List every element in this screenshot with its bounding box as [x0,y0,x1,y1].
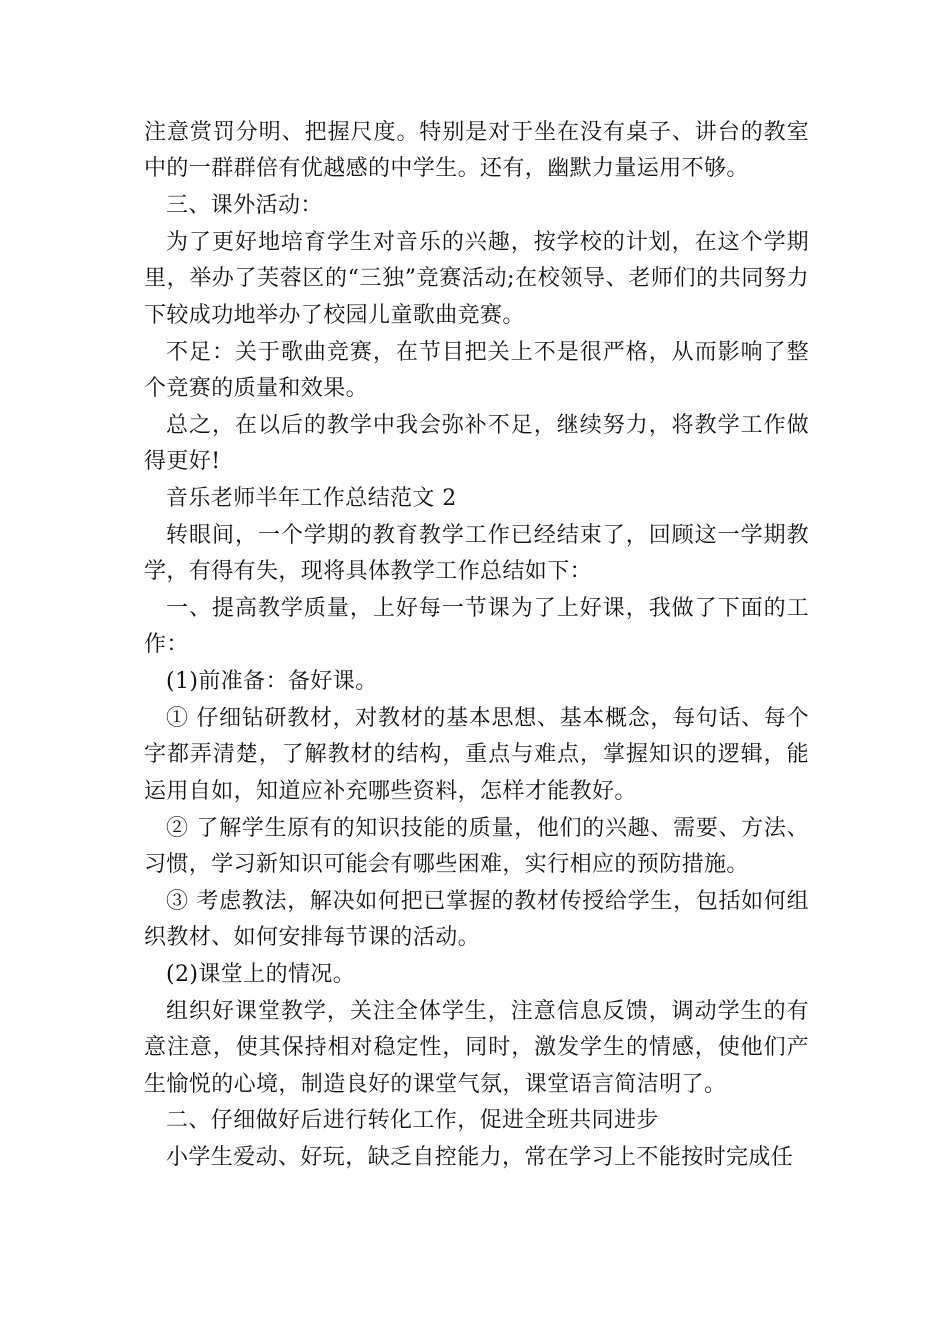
document-title-2: 音乐老师半年工作总结范文 2 [166,486,457,512]
section-heading-extracurricular: 三、课外活动： [166,193,323,219]
paragraph: 为了更好地培育学生对音乐的兴趣，按学校的计划，在这个学期里，举办了芙蓉区的“三独”竞赛活动;在校领导、老师们的共同努力下较成功地举办了校园儿童歌曲竞赛。 [144,230,809,328]
paragraph: 小学生爱动、好玩，缺乏自控能力，常在学习上不能按时完成任 [166,1145,794,1171]
subheading-classroom: (2)课堂上的情况。 [166,962,356,988]
paragraph: 注意赏罚分明、把握尺度。特别是对于坐在没有桌子、讲台的教室中的一群群倍有优越感的中学生。还有，幽默力量运用不够。 [144,120,809,182]
paragraph: 总之，在以后的教学中我会弥补不足，继续努力，将教学工作做得更好! [144,412,809,475]
list-item: ② 了解学生原有的知识技能的质量，他们的兴趣、需要、方法、习惯，学习新知识可能会有哪些困难，实行相应的预防措施。 [144,815,809,878]
subheading-preparation: (1)前准备：备好课。 [166,669,378,695]
list-item: ① 仔细钻研教材，对教材的基本思想、基本概念，每句话、每个字都弄清楚，了解教材的结构，重点与难点，掌握知识的逻辑，能运用自如，知道应补充哪些资料，怎样才能教好。 [144,706,809,804]
section-heading-quality: 一、提高教学质量，上好每一节课为了上好课，我做了下面的工作： [144,596,809,658]
paragraph: 不足：关于歌曲竞赛，在节目把关上不是很严格，从而影响了整个竞赛的质量和效果。 [144,339,809,402]
paragraph: 转眼间，一个学期的教育教学工作已经结束了，回顾这一学期教学，有得有失，现将具体教学工作总结如下： [144,522,809,585]
section-heading-progress: 二、仔细做好后进行转化工作，促进全班共同进步 [166,1108,659,1134]
paragraph: 组织好课堂教学，关注全体学生，注意信息反馈，调动学生的有意注意，使其保持相对稳定性，同时，激发学生的情感，使他们产生愉悦的心境，制造良好的课堂气氛，课堂语言简洁明了。 [144,998,809,1097]
document-body [144,115,809,1177]
list-item: ③ 考虑教法，解决如何把已掌握的教材传授给学生，包括如何组织教材、如何安排每节课的活动。 [144,888,809,951]
